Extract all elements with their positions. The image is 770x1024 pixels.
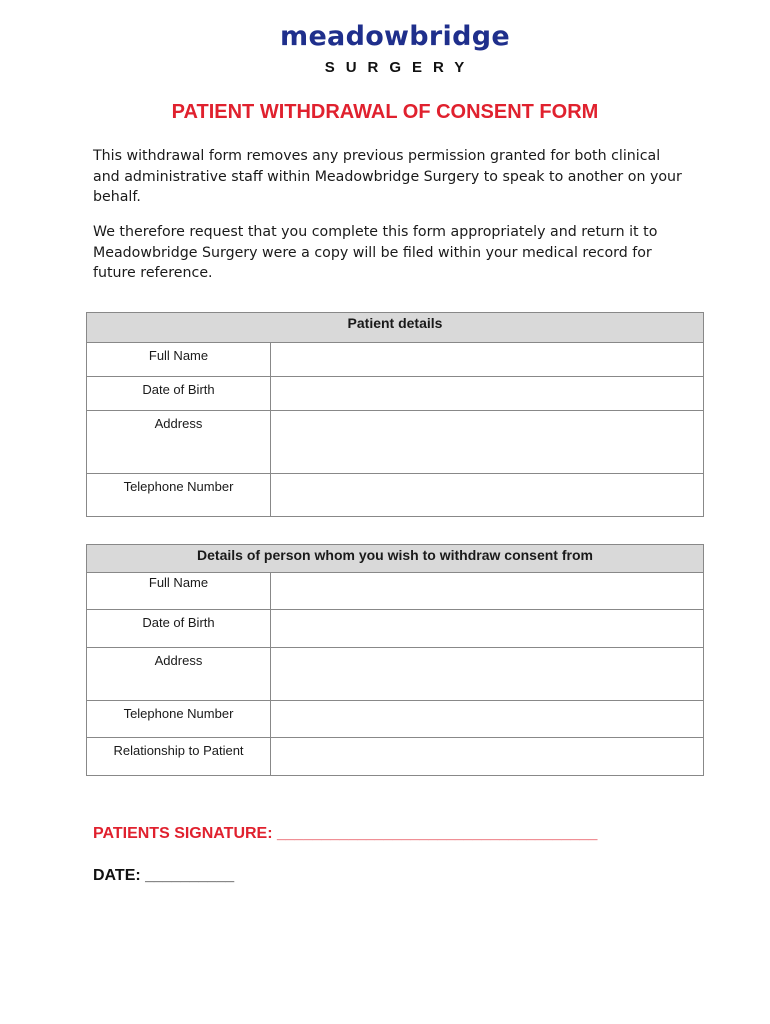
patient-details-table [86,312,704,517]
address-label: Address [87,411,271,474]
table-row [87,648,704,701]
address-label: Address [87,648,271,701]
person-address-field[interactable] [271,648,704,701]
person-telephone-field[interactable] [271,701,704,738]
person-full-name-field[interactable] [271,573,704,610]
telephone-number-label: Telephone Number [87,701,271,738]
intro-paragraph-2: We therefore request that you complete this form appropriately and return it to Meadowbridge Surgery were a copy will be filed within your medical record for future reference. [93,224,658,281]
table-row [87,377,704,411]
logo-subtitle: SURGERY [324,59,476,76]
table-row [87,411,704,474]
full-name-label: Full Name [87,573,271,610]
telephone-number-label: Telephone Number [87,474,271,517]
patient-address-field[interactable] [271,411,704,474]
patient-signature-line[interactable]: PATIENTS SIGNATURE: ____________________________________ [93,825,598,842]
withdraw-person-header: Details of person whom you wish to withdraw consent from [87,545,704,573]
table-row [87,343,704,377]
date-line[interactable]: DATE: __________ [93,867,235,884]
person-relationship-field[interactable] [271,738,704,776]
withdraw-person-table [86,544,704,776]
intro-paragraph-1: This withdrawal form removes any previous permission granted for both clinical and administrative staff within Meadowbridge Surgery to speak to another on your behalf. [93,148,682,205]
full-name-label: Full Name [87,343,271,377]
form-title: PATIENT WITHDRAWAL OF CONSENT FORM [171,101,599,123]
table-row [87,573,704,610]
surgery-logo [0,20,770,78]
table-row [87,738,704,776]
logo-name: meadowbridge [280,21,510,52]
person-date-of-birth-field[interactable] [271,610,704,648]
patient-telephone-field[interactable] [271,474,704,517]
date-of-birth-label: Date of Birth [87,610,271,648]
date-of-birth-label: Date of Birth [87,377,271,411]
patient-date-of-birth-field[interactable] [271,377,704,411]
table-row [87,701,704,738]
table-row [87,474,704,517]
patient-details-header: Patient details [87,313,704,343]
patient-full-name-field[interactable] [271,343,704,377]
relationship-label: Relationship to Patient [87,738,271,776]
table-row [87,610,704,648]
